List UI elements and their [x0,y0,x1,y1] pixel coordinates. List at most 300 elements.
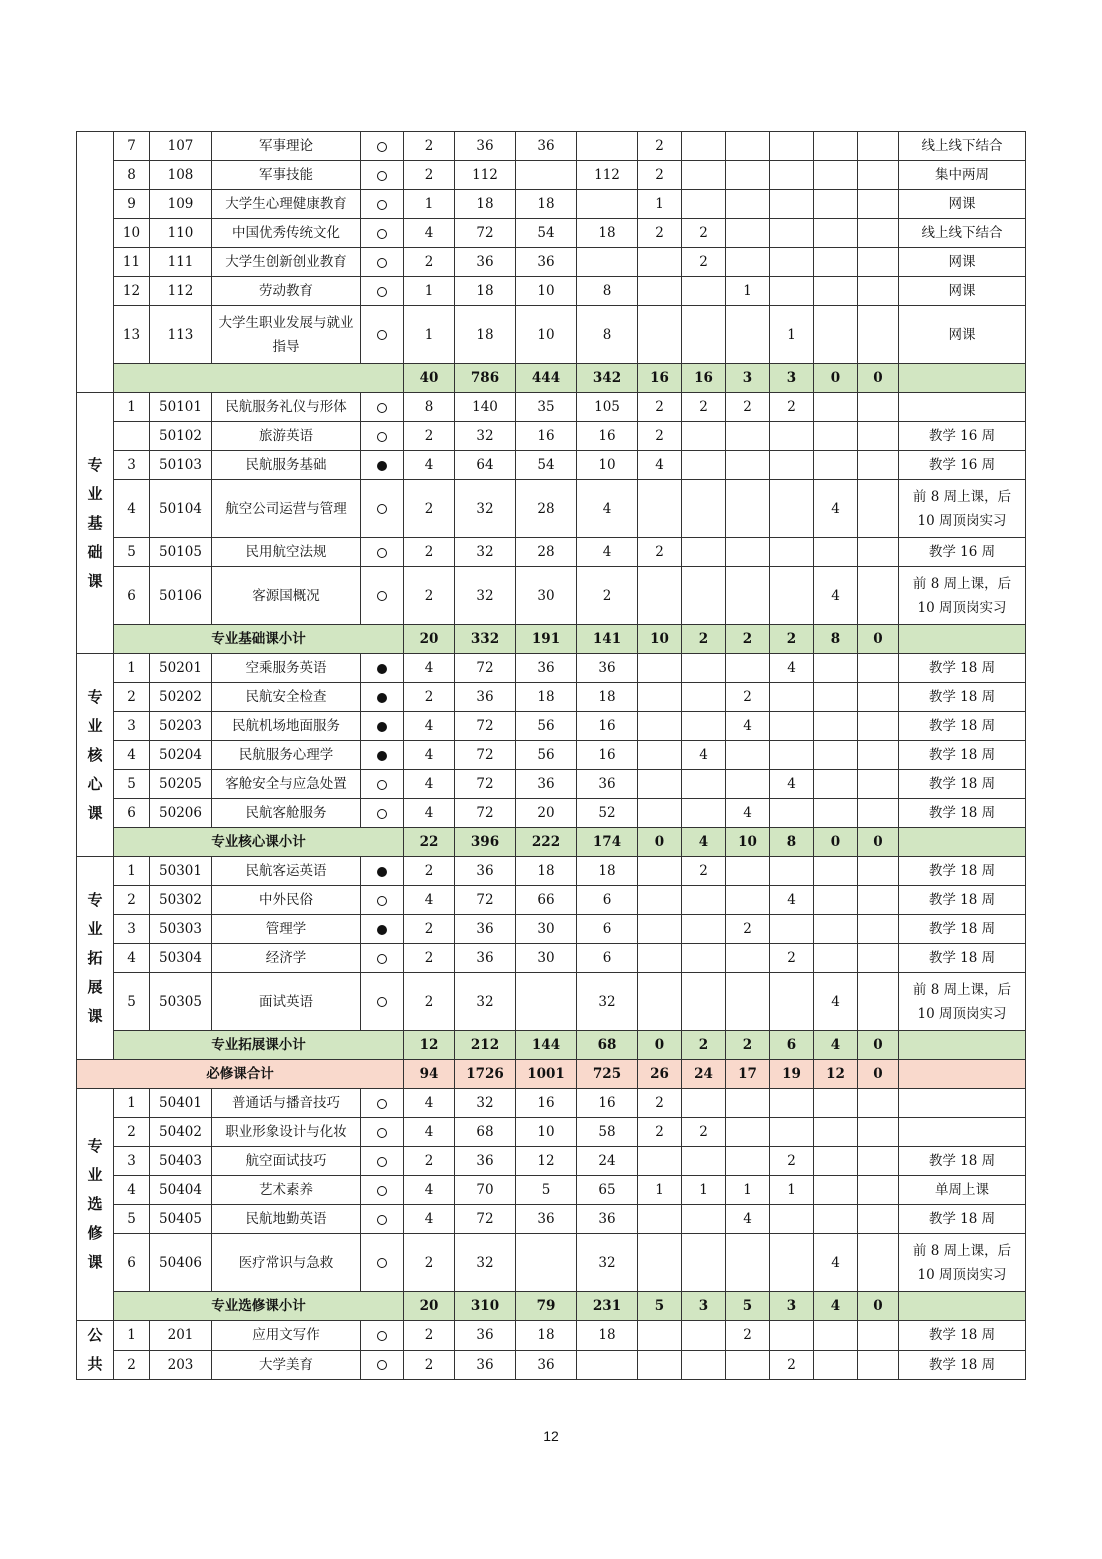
filled-circle-icon [377,461,387,471]
course-code: 50206 [150,799,212,828]
required-total-row-s4: 19 [770,1060,814,1089]
course-total-hours: 36 [455,915,516,944]
subtotal-row-theory: 222 [516,828,577,857]
course-name: 空乘服务英语 [212,654,361,683]
semester-4-hours [770,567,814,625]
semester-6-hours [858,683,899,712]
subtotal-row-label: 专业核心课小计 [114,828,404,857]
course-theory-hours: 36 [516,132,577,161]
semester-4-hours: 4 [770,770,814,799]
course-theory-hours: 54 [516,219,577,248]
course-row [77,886,1026,915]
semester-1-hours [638,480,682,538]
course-seq: 4 [114,1176,150,1205]
course-total-hours: 72 [455,770,516,799]
course-total-hours: 140 [455,393,516,422]
subtotal-row-s5: 0 [814,828,858,857]
course-practice-hours: 32 [577,1234,638,1292]
semester-1-hours [638,248,682,277]
semester-3-hours [726,567,770,625]
semester-6-hours [858,480,899,538]
course-practice-hours: 16 [577,1089,638,1118]
category-major-extension [77,857,114,1060]
course-total-hours: 36 [455,683,516,712]
course-practice-hours: 18 [577,1321,638,1351]
course-seq: 2 [114,886,150,915]
course-seq: 1 [114,1089,150,1118]
open-circle-icon [377,809,387,819]
open-circle-icon [377,896,387,906]
course-credits: 2 [404,132,455,161]
subtotal-row-practice: 231 [577,1292,638,1321]
course-name: 民航安全检查 [212,683,361,712]
semester-3-hours [726,654,770,683]
course-row [77,1176,1026,1205]
semester-5-hours [814,538,858,567]
semester-3-hours: 2 [726,683,770,712]
semester-5-hours [814,683,858,712]
course-name: 旅游英语 [212,422,361,451]
semester-2-hours [682,1205,726,1234]
course-code: 109 [150,190,212,219]
semester-3-hours [726,190,770,219]
course-code: 50102 [150,422,212,451]
semester-5-hours [814,770,858,799]
course-practice-hours: 6 [577,915,638,944]
course-seq: 1 [114,654,150,683]
category-major-core [77,654,114,857]
subtotal-row-s5: 4 [814,1031,858,1060]
course-code: 50105 [150,538,212,567]
course-name: 大学生心理健康教育 [212,190,361,219]
semester-4-hours [770,422,814,451]
open-circle-icon [377,997,387,1007]
course-name: 应用文写作 [212,1321,361,1351]
subtotal-row-s4: 3 [770,364,814,393]
subtotal-row-s5: 8 [814,625,858,654]
course-type-mark [361,1089,404,1118]
course-theory-hours: 16 [516,1089,577,1118]
subtotal-row-note [899,1031,1026,1060]
semester-3-hours: 1 [726,1176,770,1205]
course-credits: 2 [404,1350,455,1380]
course-credits: 2 [404,1321,455,1351]
semester-6-hours [858,1089,899,1118]
semester-1-hours [638,683,682,712]
semester-2-hours [682,190,726,219]
semester-1-hours [638,770,682,799]
required-total-row-credits: 94 [404,1060,455,1089]
course-name: 民航机场地面服务 [212,712,361,741]
semester-2-hours [682,712,726,741]
required-total-row-label: 必修课合计 [77,1060,404,1089]
course-code: 50101 [150,393,212,422]
semester-6-hours [858,1321,899,1351]
semester-5-hours [814,248,858,277]
course-type-mark [361,1321,404,1351]
semester-4-hours [770,915,814,944]
open-circle-icon [377,1331,387,1341]
semester-1-hours [638,799,682,828]
course-practice-hours: 16 [577,422,638,451]
semester-5-hours [814,1118,858,1147]
course-theory-hours: 20 [516,799,577,828]
course-credits: 2 [404,567,455,625]
open-circle-icon [377,504,387,514]
semester-6-hours [858,857,899,886]
course-name: 民航地勤英语 [212,1205,361,1234]
course-theory-hours: 16 [516,422,577,451]
semester-6-hours [858,132,899,161]
semester-4-hours: 2 [770,393,814,422]
semester-4-hours: 2 [770,944,814,973]
course-note: 网课 [899,306,1026,364]
course-credits: 4 [404,219,455,248]
subtotal-row-s1: 0 [638,828,682,857]
semester-4-hours: 4 [770,654,814,683]
course-code: 50103 [150,451,212,480]
course-code: 50202 [150,683,212,712]
course-type-mark [361,1234,404,1292]
course-total-hours: 32 [455,538,516,567]
course-practice-hours [577,248,638,277]
course-code: 50403 [150,1147,212,1176]
semester-1-hours: 4 [638,451,682,480]
semester-6-hours [858,741,899,770]
course-name: 民航客舱服务 [212,799,361,828]
course-type-mark [361,1176,404,1205]
open-circle-icon [377,1258,387,1268]
course-total-hours: 72 [455,886,516,915]
course-name: 职业形象设计与化妆 [212,1118,361,1147]
open-circle-icon [377,1099,387,1109]
course-name: 军事理论 [212,132,361,161]
course-code: 113 [150,306,212,364]
semester-5-hours [814,1205,858,1234]
semester-3-hours: 1 [726,277,770,306]
semester-3-hours [726,886,770,915]
category-char: 专 [87,455,103,474]
course-seq: 3 [114,451,150,480]
semester-6-hours [858,190,899,219]
semester-6-hours [858,886,899,915]
course-practice-hours: 6 [577,944,638,973]
semester-5-hours [814,161,858,190]
semester-4-hours [770,973,814,1031]
subtotal-row [77,828,1026,857]
subtotal-row-s1: 5 [638,1292,682,1321]
semester-2-hours [682,973,726,1031]
subtotal-row-total: 786 [455,364,516,393]
semester-3-hours [726,538,770,567]
course-name: 军事技能 [212,161,361,190]
course-theory-hours: 18 [516,190,577,219]
required-total-row-s6: 0 [858,1060,899,1089]
filled-circle-icon [377,722,387,732]
course-row [77,770,1026,799]
required-total-row-s5: 12 [814,1060,858,1089]
category-char: 课 [87,1006,103,1025]
filled-circle-icon [377,664,387,674]
course-note: 教学 16 周 [899,538,1026,567]
semester-3-hours [726,1234,770,1292]
course-seq: 9 [114,190,150,219]
course-credits: 2 [404,422,455,451]
category-major-elective [77,1089,114,1321]
semester-2-hours [682,886,726,915]
course-seq: 6 [114,567,150,625]
required-total-row-s1: 26 [638,1060,682,1089]
semester-5-hours: 4 [814,1234,858,1292]
semester-3-hours: 2 [726,915,770,944]
subtotal-row-note [899,828,1026,857]
course-credits: 4 [404,741,455,770]
semester-4-hours [770,1118,814,1147]
course-theory-hours: 56 [516,741,577,770]
course-code: 50204 [150,741,212,770]
open-circle-icon [377,287,387,297]
course-type-mark [361,654,404,683]
semester-4-hours: 1 [770,306,814,364]
subtotal-row-label: 专业拓展课小计 [114,1031,404,1060]
semester-5-hours [814,799,858,828]
course-credits: 2 [404,915,455,944]
semester-1-hours: 2 [638,538,682,567]
course-type-mark [361,944,404,973]
semester-2-hours [682,770,726,799]
category-char: 课 [87,803,103,822]
course-total-hours: 32 [455,567,516,625]
semester-1-hours: 1 [638,190,682,219]
semester-1-hours [638,654,682,683]
course-theory-hours: 35 [516,393,577,422]
semester-1-hours [638,1321,682,1351]
course-total-hours: 36 [455,1350,516,1380]
course-note: 前 8 周上课，后 10 周顶岗实习 [899,973,1026,1031]
semester-4-hours: 4 [770,886,814,915]
course-credits: 2 [404,944,455,973]
course-note: 前 8 周上课，后 10 周顶岗实习 [899,567,1026,625]
semester-5-hours [814,190,858,219]
course-credits: 2 [404,248,455,277]
course-seq: 4 [114,741,150,770]
category-char: 公 [87,1326,103,1344]
subtotal-row-s1: 16 [638,364,682,393]
semester-4-hours [770,277,814,306]
course-seq: 1 [114,857,150,886]
semester-6-hours [858,219,899,248]
course-type-mark [361,1118,404,1147]
open-circle-icon [377,142,387,152]
category-char: 业 [87,716,103,735]
course-code: 50203 [150,712,212,741]
open-circle-icon [377,432,387,442]
semester-1-hours [638,1234,682,1292]
course-type-mark [361,1205,404,1234]
course-code: 50303 [150,915,212,944]
required-total-row-theory: 1001 [516,1060,577,1089]
course-credits: 4 [404,1089,455,1118]
course-name: 管理学 [212,915,361,944]
course-name: 民航服务心理学 [212,741,361,770]
course-note: 教学 18 周 [899,1321,1026,1351]
course-code: 112 [150,277,212,306]
semester-3-hours [726,741,770,770]
semester-6-hours [858,915,899,944]
course-name: 民航服务基础 [212,451,361,480]
semester-3-hours [726,480,770,538]
subtotal-row-s4: 2 [770,625,814,654]
course-type-mark [361,248,404,277]
semester-5-hours [814,132,858,161]
course-type-mark [361,422,404,451]
semester-2-hours: 2 [682,857,726,886]
semester-4-hours [770,132,814,161]
subtotal-row-theory: 191 [516,625,577,654]
course-code: 50201 [150,654,212,683]
course-total-hours: 68 [455,1118,516,1147]
course-row [77,480,1026,538]
course-theory-hours: 10 [516,277,577,306]
course-total-hours: 72 [455,219,516,248]
open-circle-icon [377,229,387,239]
course-row [77,248,1026,277]
course-credits: 2 [404,973,455,1031]
subtotal-row-s1: 10 [638,625,682,654]
course-theory-hours: 36 [516,1205,577,1234]
subtotal-row-note [899,1292,1026,1321]
subtotal-row-s2: 16 [682,364,726,393]
semester-2-hours [682,799,726,828]
course-total-hours: 18 [455,190,516,219]
course-credits: 2 [404,683,455,712]
course-row [77,1089,1026,1118]
course-credits: 4 [404,712,455,741]
semester-2-hours [682,1234,726,1292]
semester-1-hours: 2 [638,393,682,422]
course-practice-hours [577,132,638,161]
course-name: 艺术素养 [212,1176,361,1205]
semester-3-hours [726,248,770,277]
semester-4-hours [770,219,814,248]
semester-1-hours [638,277,682,306]
semester-6-hours [858,712,899,741]
course-note: 教学 16 周 [899,451,1026,480]
subtotal-row-theory: 144 [516,1031,577,1060]
subtotal-row-total: 310 [455,1292,516,1321]
semester-5-hours [814,1350,858,1380]
course-theory-hours: 36 [516,654,577,683]
course-seq: 10 [114,219,150,248]
subtotal-row-s6: 0 [858,364,899,393]
course-row [77,538,1026,567]
semester-3-hours [726,857,770,886]
course-row [77,944,1026,973]
semester-4-hours [770,190,814,219]
course-seq: 4 [114,480,150,538]
course-total-hours: 36 [455,857,516,886]
semester-4-hours [770,161,814,190]
course-practice-hours: 2 [577,567,638,625]
course-type-mark [361,480,404,538]
semester-6-hours [858,770,899,799]
semester-5-hours [814,1147,858,1176]
semester-1-hours [638,857,682,886]
course-credits: 1 [404,190,455,219]
course-note: 教学 18 周 [899,741,1026,770]
semester-6-hours [858,538,899,567]
category-char: 共 [87,1355,103,1373]
semester-6-hours [858,161,899,190]
course-seq: 2 [114,1350,150,1380]
required-total-row-s2: 24 [682,1060,726,1089]
semester-5-hours [814,306,858,364]
course-code: 50401 [150,1089,212,1118]
course-note: 集中两周 [899,161,1026,190]
subtotal-row-note [899,625,1026,654]
course-note: 网课 [899,248,1026,277]
course-theory-hours: 56 [516,712,577,741]
course-credits: 4 [404,1118,455,1147]
course-theory-hours: 30 [516,944,577,973]
semester-2-hours: 2 [682,393,726,422]
semester-2-hours [682,1350,726,1380]
course-seq: 5 [114,770,150,799]
open-circle-icon [377,258,387,268]
semester-1-hours [638,306,682,364]
semester-2-hours [682,944,726,973]
course-note [899,1118,1026,1147]
semester-1-hours: 1 [638,1176,682,1205]
semester-4-hours [770,1089,814,1118]
semester-5-hours [814,944,858,973]
semester-1-hours [638,712,682,741]
subtotal-row-credits: 22 [404,828,455,857]
semester-2-hours [682,451,726,480]
semester-2-hours [682,1089,726,1118]
semester-4-hours [770,1321,814,1351]
course-theory-hours: 54 [516,451,577,480]
course-code: 50205 [150,770,212,799]
semester-5-hours: 4 [814,480,858,538]
course-row [77,915,1026,944]
course-row [77,654,1026,683]
course-total-hours: 36 [455,944,516,973]
subtotal-row-label [114,364,404,393]
subtotal-row-s6: 0 [858,1031,899,1060]
semester-5-hours [814,1321,858,1351]
semester-3-hours [726,451,770,480]
subtotal-row-s3: 10 [726,828,770,857]
subtotal-row [77,1292,1026,1321]
category-char: 基 [87,513,103,532]
category-char: 业 [87,1166,103,1184]
subtotal-row-total: 212 [455,1031,516,1060]
course-code: 203 [150,1350,212,1380]
course-type-mark [361,886,404,915]
course-total-hours: 72 [455,799,516,828]
course-row [77,973,1026,1031]
semester-5-hours [814,1176,858,1205]
course-total-hours: 36 [455,1147,516,1176]
course-credits: 2 [404,538,455,567]
course-note: 教学 18 周 [899,886,1026,915]
course-total-hours: 18 [455,277,516,306]
course-practice-hours: 18 [577,683,638,712]
course-code: 50305 [150,973,212,1031]
course-row [77,306,1026,364]
semester-2-hours: 1 [682,1176,726,1205]
